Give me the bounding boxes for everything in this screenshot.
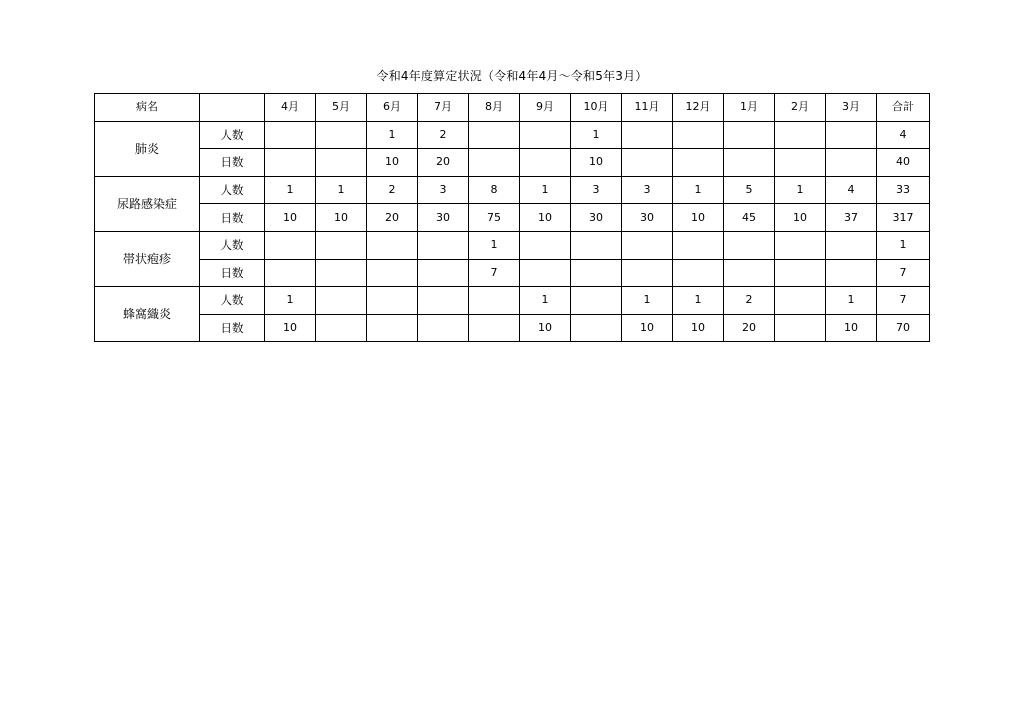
month-value-cell [316,231,367,259]
month-value-cell: 10 [367,149,418,177]
total-value-cell: 40 [877,149,930,177]
metric-label-cell: 日数 [200,149,265,177]
disease-name-cell: 肺炎 [95,121,200,176]
month-value-cell: 3 [418,176,469,204]
month-value-cell [775,259,826,287]
header-month: 12月 [673,94,724,122]
metric-label-cell: 日数 [200,204,265,232]
header-month: 9月 [520,94,571,122]
header-month: 3月 [826,94,877,122]
total-value-cell: 7 [877,259,930,287]
month-value-cell [673,231,724,259]
month-value-cell: 1 [826,287,877,315]
month-value-cell [316,121,367,149]
month-value-cell: 10 [520,314,571,342]
metric-label-cell: 日数 [200,314,265,342]
month-value-cell [469,149,520,177]
month-value-cell: 30 [418,204,469,232]
month-value-cell [265,149,316,177]
month-value-cell: 10 [571,149,622,177]
header-month: 7月 [418,94,469,122]
month-value-cell: 5 [724,176,775,204]
month-value-cell [520,149,571,177]
disease-name-cell: 帯状疱疹 [95,231,200,286]
month-value-cell [724,149,775,177]
month-value-cell: 1 [673,287,724,315]
header-month: 5月 [316,94,367,122]
month-value-cell [826,149,877,177]
month-value-cell [469,287,520,315]
month-value-cell: 2 [724,287,775,315]
month-value-cell: 10 [316,204,367,232]
month-value-cell: 1 [367,121,418,149]
month-value-cell: 8 [469,176,520,204]
table-body [95,94,930,342]
table-header-row [95,94,930,122]
header-disease: 病名 [95,94,200,122]
header-total: 合計 [877,94,930,122]
month-value-cell [775,121,826,149]
table-row [95,204,930,232]
table-row [95,287,930,315]
metric-label-cell: 日数 [200,259,265,287]
month-value-cell [826,121,877,149]
total-value-cell: 1 [877,231,930,259]
month-value-cell [265,231,316,259]
month-value-cell [520,121,571,149]
month-value-cell [316,287,367,315]
month-value-cell: 7 [469,259,520,287]
month-value-cell [418,259,469,287]
month-value-cell [724,259,775,287]
month-value-cell [724,121,775,149]
month-value-cell [469,121,520,149]
month-value-cell [622,231,673,259]
month-value-cell [775,287,826,315]
month-value-cell [418,287,469,315]
month-value-cell: 10 [826,314,877,342]
month-value-cell: 1 [469,231,520,259]
month-value-cell: 20 [724,314,775,342]
total-value-cell: 33 [877,176,930,204]
month-value-cell: 1 [520,287,571,315]
table-row [95,314,930,342]
month-value-cell [622,121,673,149]
month-value-cell: 45 [724,204,775,232]
month-value-cell [265,121,316,149]
month-value-cell [316,259,367,287]
header-month: 10月 [571,94,622,122]
calculation-status-table [94,93,930,342]
month-value-cell: 2 [418,121,469,149]
month-value-cell [469,314,520,342]
disease-name-cell: 尿路感染症 [95,176,200,231]
table-row [95,149,930,177]
month-value-cell: 1 [316,176,367,204]
month-value-cell: 10 [673,314,724,342]
month-value-cell: 4 [826,176,877,204]
table-row [95,259,930,287]
month-value-cell [622,259,673,287]
month-value-cell [775,231,826,259]
month-value-cell: 1 [775,176,826,204]
month-value-cell [622,149,673,177]
month-value-cell [775,149,826,177]
month-value-cell: 10 [622,314,673,342]
month-value-cell: 1 [520,176,571,204]
table-row [95,176,930,204]
month-value-cell [316,314,367,342]
table-row [95,231,930,259]
month-value-cell: 37 [826,204,877,232]
month-value-cell [367,259,418,287]
month-value-cell: 20 [367,204,418,232]
header-metric [200,94,265,122]
total-value-cell: 317 [877,204,930,232]
month-value-cell: 30 [622,204,673,232]
month-value-cell [673,149,724,177]
month-value-cell [571,287,622,315]
month-value-cell: 10 [520,204,571,232]
month-value-cell: 30 [571,204,622,232]
month-value-cell [673,121,724,149]
month-value-cell [520,231,571,259]
month-value-cell: 1 [571,121,622,149]
month-value-cell [418,231,469,259]
month-value-cell [571,259,622,287]
month-value-cell: 1 [673,176,724,204]
month-value-cell [367,287,418,315]
month-value-cell [571,231,622,259]
month-value-cell [571,314,622,342]
metric-label-cell: 人数 [200,231,265,259]
month-value-cell [775,314,826,342]
month-value-cell: 1 [622,287,673,315]
month-value-cell [316,149,367,177]
header-month: 1月 [724,94,775,122]
month-value-cell [367,314,418,342]
month-value-cell: 10 [265,204,316,232]
month-value-cell: 1 [265,176,316,204]
header-month: 2月 [775,94,826,122]
month-value-cell [418,314,469,342]
month-value-cell: 3 [571,176,622,204]
month-value-cell [265,259,316,287]
disease-name-cell: 蜂窩織炎 [95,287,200,342]
month-value-cell: 3 [622,176,673,204]
metric-label-cell: 人数 [200,121,265,149]
month-value-cell: 10 [673,204,724,232]
header-month: 6月 [367,94,418,122]
header-month: 8月 [469,94,520,122]
header-month: 11月 [622,94,673,122]
month-value-cell: 2 [367,176,418,204]
document-title: 令和4年度算定状況（令和4年4月～令和5年3月） [376,69,648,83]
metric-label-cell: 人数 [200,287,265,315]
month-value-cell: 1 [265,287,316,315]
month-value-cell: 20 [418,149,469,177]
metric-label-cell: 人数 [200,176,265,204]
total-value-cell: 70 [877,314,930,342]
month-value-cell [724,231,775,259]
total-value-cell: 4 [877,121,930,149]
month-value-cell [367,231,418,259]
month-value-cell [826,231,877,259]
month-value-cell [826,259,877,287]
table-row [95,121,930,149]
month-value-cell [673,259,724,287]
month-value-cell: 10 [775,204,826,232]
header-month: 4月 [265,94,316,122]
month-value-cell: 10 [265,314,316,342]
month-value-cell [520,259,571,287]
month-value-cell: 75 [469,204,520,232]
total-value-cell: 7 [877,287,930,315]
